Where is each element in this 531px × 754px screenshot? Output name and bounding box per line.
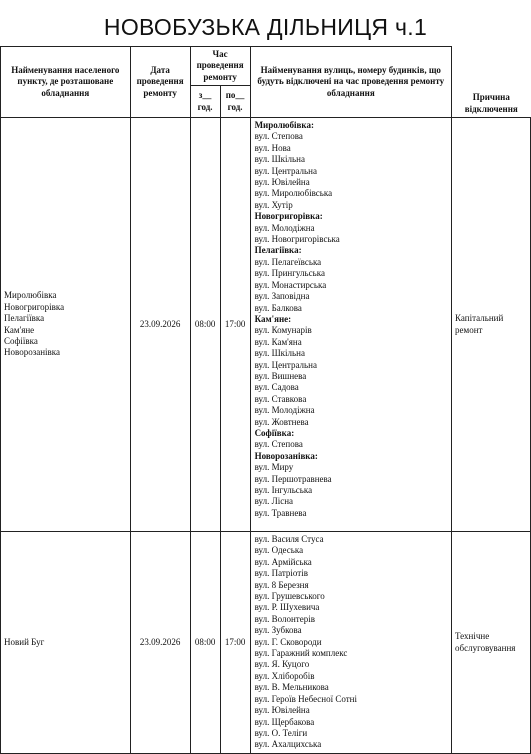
street-item: вул. Першотравнева (254, 473, 332, 484)
settlement-name: Новорозанівка (4, 347, 61, 358)
street-item: вул. Степова (254, 131, 303, 142)
settlement-name: Кам'яне (4, 324, 35, 335)
street-item: вул. Комунарів (254, 325, 312, 336)
street-item: вул. Центральна (254, 165, 317, 176)
header-from: з__ год. (190, 86, 220, 118)
street-item: вул. Кам'яна (254, 336, 302, 347)
street-item: вул. Миролюбівська (254, 188, 333, 199)
street-item: вул. Вишнева (254, 370, 307, 381)
outage-schedule-table (0, 46, 531, 754)
street-item: вул. Ювілейна (254, 705, 310, 716)
street-item: вул. Пелагеївська (254, 256, 322, 267)
street-item: вул. Шкільна (254, 348, 305, 359)
time-to: 17:00 (220, 118, 250, 532)
street-item: вул. Щербакова (254, 716, 315, 727)
street-item: вул. Хутір (254, 199, 293, 210)
street-item: вул. Патріотів (254, 568, 308, 579)
street-item: вул. Нова (254, 142, 291, 153)
street-item: вул. 8 Березня (254, 579, 309, 590)
street-item: вул. Молодіжна (254, 222, 315, 233)
street-item: вул. Молодіжна (254, 405, 315, 416)
header-cause: Причина відключення (452, 91, 531, 118)
street-item: вул. Монастирська (254, 279, 327, 290)
street-list (250, 118, 451, 532)
street-item: вул. Я. Куцого (254, 659, 310, 670)
village-heading: Пелагіївка: (254, 245, 302, 256)
settlement-name: Пелагіївка (4, 313, 45, 324)
village-heading: Новорозанівка: (254, 450, 318, 461)
settlement-name: Новогригорівка (4, 301, 65, 312)
street-item: вул. Лісна (254, 496, 294, 507)
street-item: вул. Хліборобів (254, 670, 315, 681)
settlement-name: Софіївка (4, 335, 38, 346)
street-item: вул. Василя Стуса (254, 534, 324, 544)
header-date: Дата проведення ремонту (130, 47, 190, 118)
village-heading: Софіївка: (254, 427, 295, 438)
table-row (1, 118, 531, 532)
street-item: вул. Садова (254, 382, 299, 393)
street-item: вул. Героїв Небесної Сотні (254, 693, 357, 704)
village-heading: Новогригорівка: (254, 211, 323, 222)
street-item: вул. Одеська (254, 545, 304, 556)
street-item: вул. Степова (254, 439, 303, 450)
repair-date: 23.09.2026 (130, 118, 190, 532)
header-settlement: Найменування населеного пункту, де розташоване обладнання (1, 47, 131, 118)
header-empty-cell (452, 47, 531, 86)
street-item: вул. Ювілейна (254, 177, 310, 188)
header-to: по__ год. (220, 86, 250, 118)
street-item: вул. Шкільна (254, 154, 305, 165)
repair-date: 23.09.2026 (130, 532, 190, 754)
street-item: вул. Гаражний комплекс (254, 648, 348, 659)
street-item: вул. Прингульська (254, 268, 325, 279)
table-row (1, 532, 531, 754)
village-heading: Миролюбівка: (254, 120, 314, 130)
street-item: вул. Армійська (254, 556, 312, 567)
settlement-name: Новий Буг (4, 636, 45, 647)
village-heading: Кам'яне: (254, 313, 292, 324)
street-item: вул. Новогригорівська (254, 234, 340, 245)
outage-cause: Технічне обслуговування (452, 532, 531, 754)
time-from: 08:00 (190, 118, 220, 532)
street-item: вул. Жовтнева (254, 416, 309, 427)
street-list (250, 532, 451, 754)
street-item: вул. Г. Сковороди (254, 636, 322, 647)
header-streets: Найменування вулиць, номеру будинків, що будуть відключені на час проведення ремонту обладнання (250, 47, 451, 118)
street-item: вул. О. Теліги (254, 727, 308, 738)
header-time: Час проведення ремонту (190, 47, 250, 86)
street-item: вул. Травнева (254, 507, 307, 518)
street-item: вул. Заповідна (254, 291, 310, 302)
time-to: 17:00 (220, 532, 250, 754)
settlement-list (1, 118, 131, 532)
street-item: вул. Миру (254, 462, 294, 473)
street-item: вул. Волонтерів (254, 613, 315, 624)
street-item: вул. Ахалцихська (254, 739, 322, 750)
street-item: вул. Інгульська (254, 485, 313, 495)
page-title: НОВОБУЗЬКА ДІЛЬНИЦЯ ч.1 (103, 14, 428, 40)
street-item: вул. Балкова (254, 302, 302, 313)
street-item: вул. Центральна (254, 359, 317, 370)
time-from: 08:00 (190, 532, 220, 754)
street-item: вул. Р. Шухевича (254, 602, 320, 613)
outage-cause: Капітальний ремонт (452, 118, 531, 532)
street-item: вул. Грушевського (254, 591, 325, 602)
street-item: вул. В. Мельникова (254, 682, 329, 693)
street-item: вул. Ставкова (254, 393, 307, 404)
settlement-list (1, 532, 131, 754)
street-item: вул. Зубкова (254, 625, 302, 636)
settlement-name: Миролюбівка (4, 290, 57, 301)
